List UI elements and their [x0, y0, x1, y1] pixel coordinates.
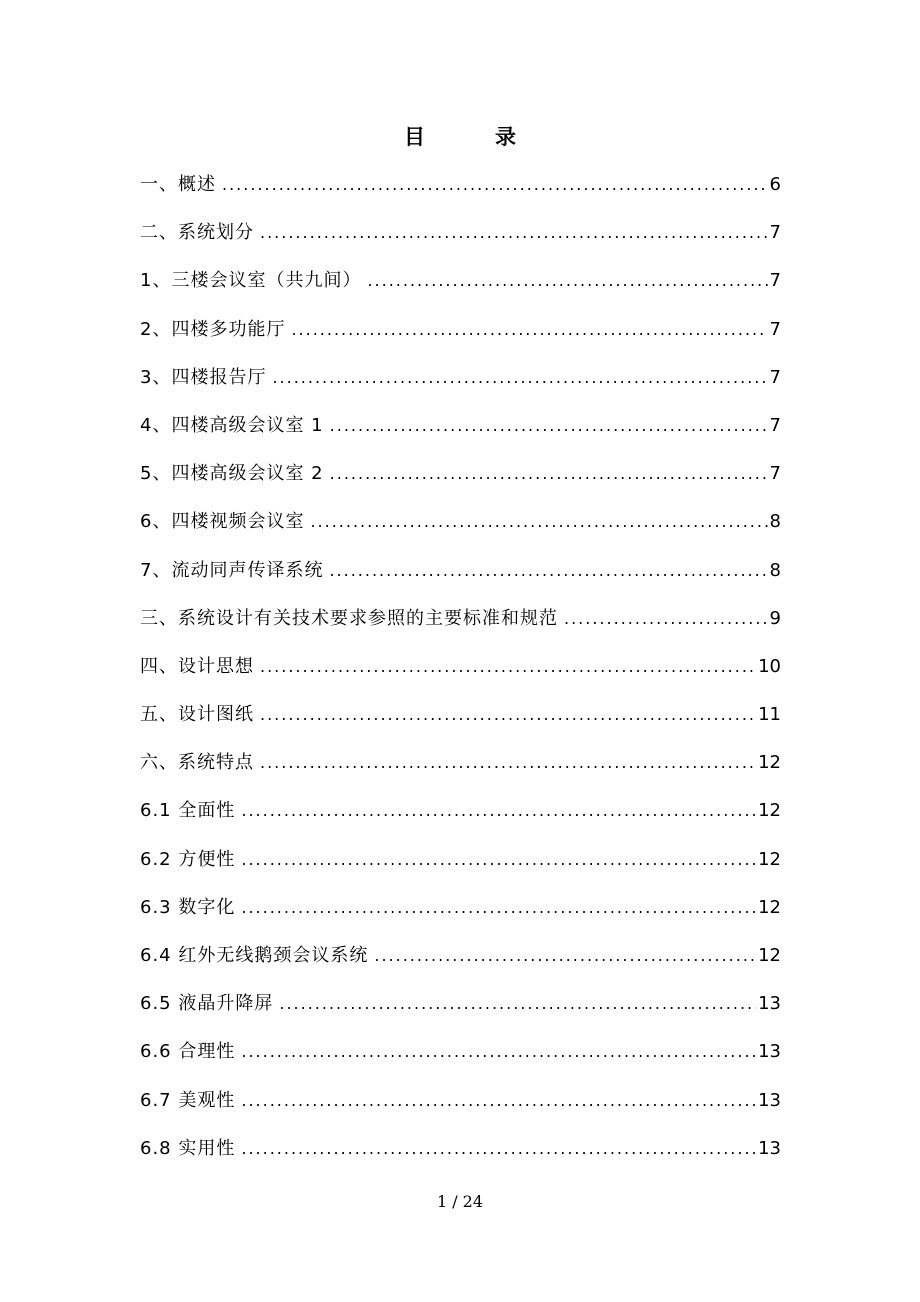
toc-title-char-1: 目: [404, 125, 425, 149]
toc-entry-title: 6.5 液晶升降屏: [140, 993, 274, 1015]
toc-dot-leader: [330, 458, 768, 490]
toc-entry-page-number: 8: [769, 559, 781, 581]
toc-dot-leader: [374, 940, 756, 972]
toc-entry-title: 六、系统特点: [140, 752, 254, 774]
toc-dot-leader: [222, 169, 768, 201]
toc-entry-title: 6、四楼视频会议室: [140, 511, 305, 533]
toc-entry-title: 6.7 美观性: [140, 1089, 236, 1111]
toc-entry-page-number: 11: [758, 704, 781, 726]
table-of-contents: [140, 169, 781, 1181]
toc-dot-leader: [367, 265, 767, 297]
toc-entry-title: 6.3 数字化: [140, 896, 236, 918]
toc-entry[interactable]: [140, 892, 781, 940]
toc-entry-page-number: 7: [769, 318, 781, 340]
toc-dot-leader: [279, 988, 756, 1020]
toc-dot-leader: [260, 747, 756, 779]
toc-entry-page-number: 7: [769, 270, 781, 292]
toc-dot-leader: [330, 410, 768, 442]
toc-dot-leader: [260, 217, 768, 249]
toc-entry[interactable]: [140, 169, 781, 217]
toc-entry[interactable]: [140, 458, 781, 506]
toc-entry-page-number: 13: [758, 1041, 781, 1063]
toc-entry-title: 7、流动同声传译系统: [140, 559, 324, 581]
toc-entry-title: 1、三楼会议室（共九间）: [140, 270, 362, 292]
toc-entry-title: 6.2 方便性: [140, 848, 236, 870]
toc-dot-leader: [310, 506, 767, 538]
toc-entry[interactable]: [140, 555, 781, 603]
toc-entry-page-number: 12: [758, 800, 781, 822]
toc-dot-leader: [241, 844, 756, 876]
toc-entry-title: 五、设计图纸: [140, 704, 254, 726]
toc-entry-title: 二、系统划分: [140, 222, 254, 244]
toc-entry[interactable]: [140, 795, 781, 843]
toc-dot-leader: [241, 1085, 756, 1117]
toc-entry-title: 6.6 合理性: [140, 1041, 236, 1063]
toc-dot-leader: [329, 555, 767, 587]
toc-entry-page-number: 8: [769, 511, 781, 533]
toc-entry-page-number: 12: [758, 896, 781, 918]
toc-entry[interactable]: [140, 362, 781, 410]
toc-entry-title: 三、系统设计有关技术要求参照的主要标准和规范: [140, 607, 558, 629]
toc-dot-leader: [564, 603, 768, 635]
toc-entry-page-number: 13: [758, 1089, 781, 1111]
toc-entry-page-number: 12: [758, 945, 781, 966]
toc-entry-title: 6.4 红外无线鹅颈会议系统: [140, 945, 369, 966]
toc-dot-leader: [241, 1036, 756, 1068]
toc-entry-page-number: 13: [758, 993, 781, 1015]
toc-entry[interactable]: [140, 844, 781, 892]
toc-dot-leader: [291, 314, 767, 346]
toc-title-char-2: 录: [495, 125, 516, 149]
toc-entry-title: 6.1 全面性: [140, 800, 236, 822]
toc-entry[interactable]: [140, 1085, 781, 1133]
toc-entry-title: 6.8 实用性: [140, 1137, 236, 1159]
toc-entry[interactable]: [140, 988, 781, 1036]
toc-entry-title: 四、设计思想: [140, 655, 254, 677]
toc-entry-page-number: 9: [769, 607, 781, 629]
toc-entry[interactable]: [140, 314, 781, 362]
toc-dot-leader: [241, 892, 756, 924]
toc-entry-page-number: 12: [758, 752, 781, 774]
toc-entry-title: 一、概述: [140, 174, 216, 195]
toc-entry-title: 5、四楼高级会议室 2: [140, 463, 324, 485]
toc-entry[interactable]: [140, 940, 781, 988]
toc-entry[interactable]: [140, 1036, 781, 1084]
toc-entry-page-number: 7: [769, 414, 781, 436]
toc-entry-page-number: 7: [769, 463, 781, 485]
toc-entry-page-number: 12: [758, 848, 781, 870]
toc-entry-title: 4、四楼高级会议室 1: [140, 414, 324, 436]
toc-entry[interactable]: [140, 506, 781, 554]
toc-entry[interactable]: [140, 410, 781, 458]
toc-dot-leader: [272, 362, 767, 394]
toc-entry[interactable]: [140, 1133, 781, 1181]
toc-entry[interactable]: [140, 747, 781, 795]
toc-dot-leader: [260, 699, 756, 731]
toc-entry[interactable]: [140, 265, 781, 313]
toc-entry-page-number: 7: [769, 222, 781, 244]
toc-title: [0, 122, 920, 152]
toc-entry[interactable]: [140, 603, 781, 651]
page-number-footer: 1 / 24: [436, 1192, 484, 1211]
toc-entry-page-number: 7: [769, 366, 781, 388]
toc-entry-page-number: 10: [758, 655, 781, 677]
toc-entry-title: 3、四楼报告厅: [140, 366, 267, 388]
toc-entry[interactable]: [140, 217, 781, 265]
toc-dot-leader: [241, 1133, 756, 1165]
toc-entry-page-number: 6: [769, 174, 781, 195]
toc-dot-leader: [260, 651, 756, 683]
toc-dot-leader: [241, 795, 756, 827]
toc-entry[interactable]: [140, 651, 781, 699]
toc-entry[interactable]: [140, 699, 781, 747]
toc-entry-title: 2、四楼多功能厅: [140, 318, 286, 340]
toc-entry-page-number: 13: [758, 1137, 781, 1159]
